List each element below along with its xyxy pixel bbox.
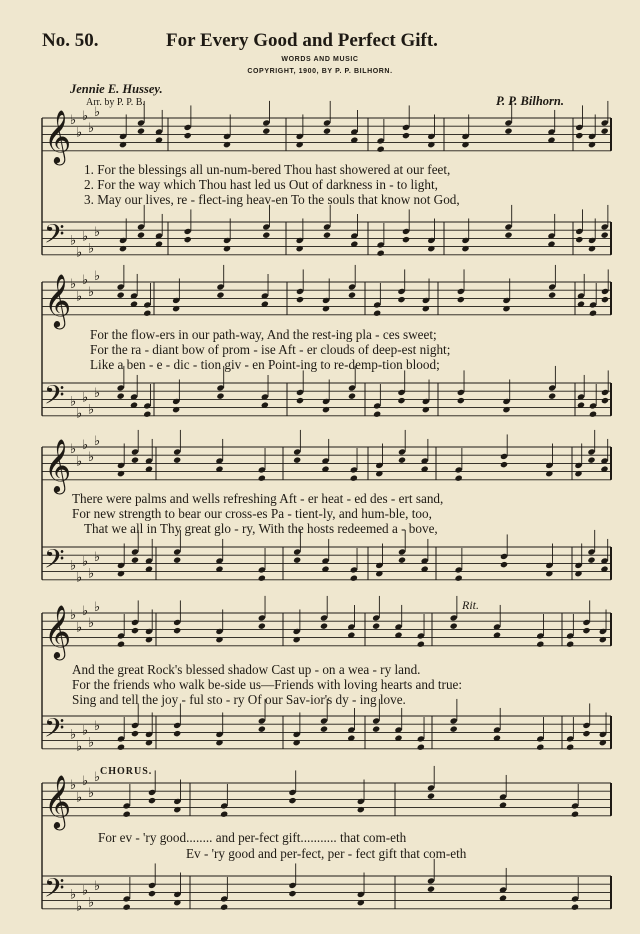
note-head (348, 292, 356, 299)
note-head (545, 470, 553, 477)
note-head (296, 245, 304, 252)
note-head (296, 397, 304, 404)
note-head (502, 406, 510, 413)
note-head (145, 636, 153, 643)
flat-sign: ♭ (70, 558, 77, 574)
note-head (173, 457, 181, 464)
lyric-line: Sing and tell the joy - ful sto - ry Of our Sav-ior's dy - ing love. (72, 692, 406, 707)
note-head (262, 232, 270, 239)
flat-sign: ♭ (70, 113, 77, 128)
note-head (258, 726, 266, 733)
note-head (601, 296, 609, 303)
flat-sign: ♭ (70, 394, 77, 410)
lyric-line: Ev - 'ry good and per-fect, per - fect gift that com-eth (186, 846, 467, 861)
hymn-number: No. 50. (42, 30, 99, 51)
note-head (293, 636, 301, 643)
credits-words-music: WORDS AND MUSIC (281, 56, 359, 63)
flat-sign: ♭ (88, 285, 95, 301)
flat-sign: ♭ (76, 739, 83, 755)
note-head (223, 141, 231, 148)
note-head (148, 890, 156, 897)
note-head (422, 406, 430, 413)
note-head (137, 128, 145, 135)
note-head (402, 236, 410, 243)
note-head (220, 904, 228, 911)
note-head (589, 411, 597, 418)
note-head (258, 475, 266, 482)
note-head (375, 470, 383, 477)
note-head (320, 726, 328, 733)
flat-sign: ♭ (94, 879, 101, 895)
note-head (173, 557, 181, 564)
note-head (131, 457, 139, 464)
note-head (117, 393, 125, 400)
flat-sign: ♭ (76, 125, 83, 141)
arranger: Arr. by P. P. B. (86, 97, 145, 108)
flat-sign: ♭ (88, 566, 95, 582)
note-head (293, 457, 301, 464)
bass-clef: 𝄢 (44, 543, 65, 581)
note-head (422, 305, 430, 312)
note-head (323, 128, 331, 135)
note-head (536, 641, 544, 648)
note-head (599, 739, 607, 746)
note-head (398, 457, 406, 464)
note-head (172, 406, 180, 413)
note-head (288, 890, 296, 897)
note-head (117, 744, 125, 751)
note-head (293, 739, 301, 746)
note-head (427, 886, 435, 893)
note-head (588, 141, 596, 148)
bass-clef: 𝄢 (44, 712, 65, 750)
flat-sign: ♭ (88, 450, 95, 466)
note-head (119, 141, 127, 148)
note-head (117, 570, 125, 577)
treble-clef: 𝄞 (44, 438, 72, 492)
note-head (548, 292, 556, 299)
note-head (145, 739, 153, 746)
bass-clef: 𝄢 (44, 379, 65, 417)
flat-sign: ♭ (76, 570, 83, 586)
note-head (173, 806, 181, 813)
note-head (587, 557, 595, 564)
note-head (461, 245, 469, 252)
ritardando-mark: Rit. (462, 598, 479, 612)
flat-sign: ♭ (82, 108, 89, 124)
note-head (357, 899, 365, 906)
hymn-title: For Every Good and Perfect Gift. (166, 30, 438, 51)
flat-sign: ♭ (70, 277, 77, 292)
flat-sign: ♭ (94, 268, 101, 284)
lyric-line: Like a ben - e - dic - tion giv - en Point-ing to re-demp-tion blood; (90, 357, 440, 372)
flat-sign: ♭ (82, 883, 89, 899)
note-head (322, 305, 330, 312)
flat-sign: ♭ (88, 402, 95, 418)
flat-sign: ♭ (94, 433, 101, 449)
lyric-line: For ev - 'ry good........ and per-fect gift........... that com-eth (98, 830, 407, 845)
credits-copyright: COPYRIGHT, 1900, BY P. P. BILHORN. (247, 68, 393, 75)
note-head (427, 245, 435, 252)
note-head (601, 397, 609, 404)
note-head (427, 141, 435, 148)
flat-sign: ♭ (82, 723, 89, 739)
note-head (258, 575, 266, 582)
bass-clef: 𝄢 (44, 872, 65, 910)
note-head (296, 296, 304, 303)
note-head (373, 310, 381, 317)
note-head (262, 128, 270, 135)
note-head (545, 570, 553, 577)
flat-sign: ♭ (88, 735, 95, 751)
note-head (457, 397, 465, 404)
note-head (571, 811, 579, 818)
note-head (357, 806, 365, 813)
note-head (504, 232, 512, 239)
flat-sign: ♭ (88, 786, 95, 802)
lyric-line: That we all in Thy great glo - ry, With the hosts redeemed a - bove, (84, 521, 438, 536)
note-head (173, 899, 181, 906)
note-head (461, 141, 469, 148)
lyric-line: For the ra - diant bow of prom - ise Aft - er clouds of deep-est night; (90, 342, 451, 357)
note-head (258, 623, 266, 630)
note-head (548, 393, 556, 400)
flat-sign: ♭ (82, 390, 89, 406)
note-head (500, 561, 508, 568)
flat-sign: ♭ (70, 887, 77, 903)
note-head (457, 296, 465, 303)
note-head (184, 132, 192, 139)
note-head (375, 570, 383, 577)
note-head (398, 557, 406, 564)
note-head (117, 470, 125, 477)
note-head (574, 470, 582, 477)
note-head (173, 627, 181, 634)
note-head (117, 292, 125, 299)
note-head (296, 141, 304, 148)
flat-sign: ♭ (76, 620, 83, 636)
note-head (350, 575, 358, 582)
flat-sign: ♭ (70, 778, 77, 793)
note-head (589, 310, 597, 317)
note-head (323, 232, 331, 239)
note-head (322, 406, 330, 413)
flat-sign: ♭ (88, 241, 95, 257)
note-head (220, 811, 228, 818)
flat-sign: ♭ (70, 442, 77, 457)
note-head (601, 232, 609, 239)
note-head (377, 250, 385, 257)
note-head (216, 393, 224, 400)
lyric-line: 1. For the blessings all un-num-bered Thou hast showered at our feet, (84, 162, 451, 177)
note-head (320, 623, 328, 630)
note-head (566, 641, 574, 648)
note-head (117, 641, 125, 648)
flat-sign: ♭ (76, 245, 83, 261)
note-head (575, 132, 583, 139)
note-head (216, 292, 224, 299)
lyric-line: 2. For the way which Thou hast led us Out of darkness in - to light, (84, 177, 438, 192)
flat-sign: ♭ (76, 454, 83, 470)
note-head (500, 461, 508, 468)
flat-sign: ♭ (76, 289, 83, 305)
flat-sign: ♭ (94, 719, 101, 735)
flat-sign: ♭ (94, 225, 101, 241)
note-head (377, 146, 385, 153)
treble-clef: 𝄞 (44, 109, 72, 163)
note-head (373, 411, 381, 418)
note-head (184, 236, 192, 243)
note-head (504, 128, 512, 135)
note-head (502, 305, 510, 312)
lyric-line: There were palms and wells refreshing Aft - er heat - ed des - ert sand, (72, 491, 444, 506)
lyricist: Jennie E. Hussey. (70, 82, 163, 96)
note-head (123, 811, 131, 818)
note-head (223, 245, 231, 252)
note-head (417, 641, 425, 648)
treble-clef: 𝄞 (44, 273, 72, 327)
flat-sign: ♭ (70, 233, 77, 249)
note-head (288, 797, 296, 804)
chorus-label: CHORUS. (100, 766, 153, 777)
note-head (402, 132, 410, 139)
flat-sign: ♭ (88, 895, 95, 911)
flat-sign: ♭ (82, 229, 89, 245)
note-head (131, 730, 139, 737)
flat-sign: ♭ (82, 773, 89, 789)
note-head (582, 730, 590, 737)
note-head (293, 557, 301, 564)
flat-sign: ♭ (82, 437, 89, 453)
flat-sign: ♭ (88, 121, 95, 137)
flat-sign: ♭ (82, 603, 89, 619)
composer: P. P. Bilhorn. (496, 94, 564, 108)
note-head (137, 232, 145, 239)
note-head (566, 744, 574, 751)
note-head (148, 797, 156, 804)
flat-sign: ♭ (94, 550, 101, 566)
note-head (173, 730, 181, 737)
note-head (123, 904, 131, 911)
note-head (215, 739, 223, 746)
note-head (119, 245, 127, 252)
note-head (348, 393, 356, 400)
lyric-line: For the flow-ers in our path-way, And the rest-ing pla - ces sweet; (90, 327, 437, 342)
flat-sign: ♭ (70, 608, 77, 623)
note-head (397, 397, 405, 404)
note-head (131, 557, 139, 564)
note-head (372, 623, 380, 630)
note-head (536, 744, 544, 751)
flat-sign: ♭ (94, 104, 101, 120)
flat-sign: ♭ (76, 899, 83, 915)
flat-sign: ♭ (70, 727, 77, 743)
note-head (172, 305, 180, 312)
lyric-line: For new strength to bear our cross-es Pa - tient-ly, and hum-ble, too, (72, 506, 432, 521)
treble-clef: 𝄞 (44, 604, 72, 658)
flat-sign: ♭ (88, 616, 95, 632)
note-head (571, 904, 579, 911)
note-head (215, 636, 223, 643)
flat-sign: ♭ (82, 554, 89, 570)
lyric-line: 3. May our lives, re - flect-ing heav-en To the souls that know not God, (84, 192, 460, 207)
note-head (372, 726, 380, 733)
flat-sign: ♭ (94, 769, 101, 785)
note-head (601, 128, 609, 135)
note-head (397, 296, 405, 303)
note-head (575, 236, 583, 243)
note-head (455, 575, 463, 582)
note-head (350, 475, 358, 482)
note-head (588, 245, 596, 252)
note-head (599, 636, 607, 643)
note-head (455, 475, 463, 482)
treble-clef: 𝄞 (44, 774, 72, 828)
note-head (143, 411, 151, 418)
note-head (131, 627, 139, 634)
bass-clef: 𝄢 (44, 218, 65, 256)
note-head (587, 457, 595, 464)
flat-sign: ♭ (94, 386, 101, 402)
flat-sign: ♭ (76, 406, 83, 422)
flat-sign: ♭ (94, 599, 101, 615)
flat-sign: ♭ (82, 272, 89, 288)
lyric-line: For the friends who walk be-side us—Friends with loving hearts and true: (72, 677, 463, 692)
note-head (450, 623, 458, 630)
note-head (417, 744, 425, 751)
note-head (450, 726, 458, 733)
flat-sign: ♭ (76, 790, 83, 806)
lyric-line: And the great Rock's blessed shadow Cast up - on a wea - ry land. (72, 662, 421, 677)
note-head (427, 793, 435, 800)
note-head (143, 310, 151, 317)
note-head (574, 570, 582, 577)
note-head (582, 627, 590, 634)
